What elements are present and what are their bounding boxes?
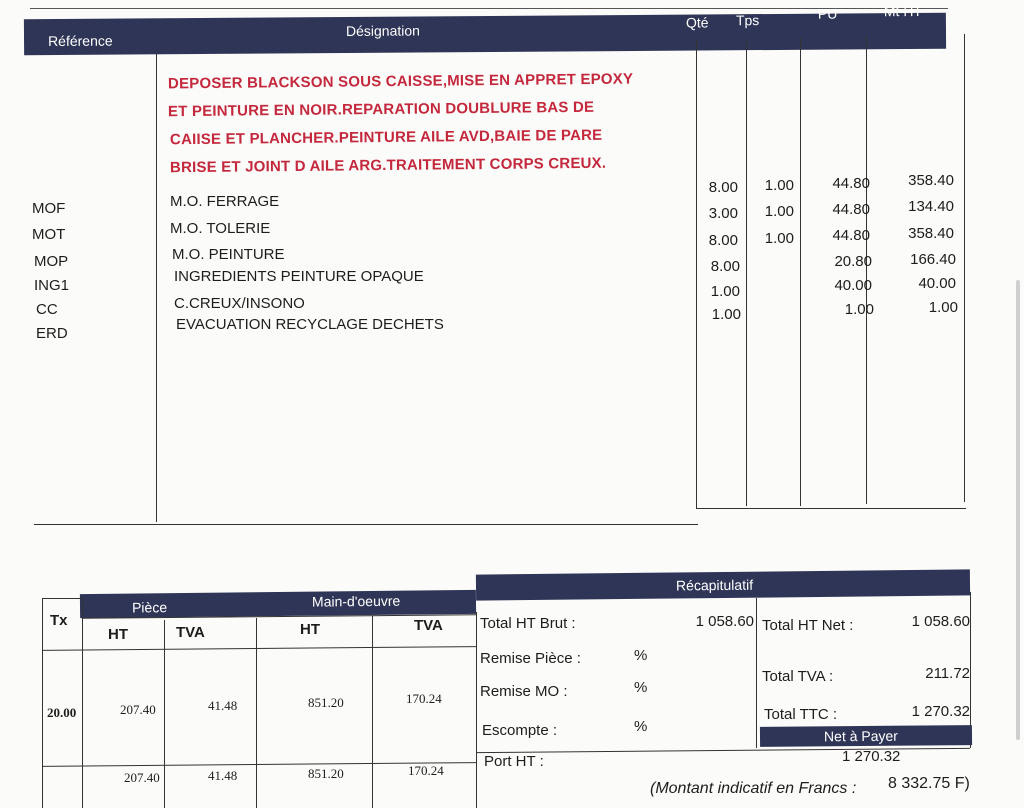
row-designation: M.O. PEINTURE (172, 246, 285, 263)
row-mt-ht: 134.40 (908, 198, 954, 215)
recap-title: Récapitulatif (675, 576, 754, 594)
col-line-1 (156, 52, 157, 522)
mo-tva-value: 170.24 (406, 691, 442, 706)
total-ht-net-label: Total HT Net : (762, 617, 854, 634)
remise-mo-label: Remise MO : (480, 683, 568, 700)
tax-col-3 (256, 618, 257, 808)
row-designation: INGREDIENTS PEINTURE OPAQUE (174, 268, 424, 285)
row-ref: ING1 (34, 277, 70, 294)
total-piece-tva: 41.48 (208, 768, 238, 783)
piece-tva-label: TVA (176, 624, 205, 641)
scrollbar[interactable] (1016, 280, 1020, 740)
francs-label: (Montant indicatif en Francs : (650, 780, 857, 797)
header-mt-ht: Mt HT (883, 2, 923, 20)
row-ref: CC (36, 301, 58, 318)
row-qte: 3.00 (708, 205, 738, 222)
tax-col-1 (82, 598, 83, 808)
recap-header-bar (476, 569, 970, 600)
header-pu: PU (817, 5, 838, 22)
row-qte: 1.00 (711, 306, 741, 323)
total-ttc-label: Total TTC : (764, 706, 838, 723)
total-tva-value: 211.72 (925, 665, 970, 682)
total-ttc-value: 1 270.32 (911, 703, 970, 720)
tax-row-line-1 (42, 646, 476, 651)
tax-col-4 (372, 616, 373, 808)
description-line-1: DEPOSER BLACKSON SOUS CAISSE,MISE EN APPRET EPOXY (167, 70, 634, 93)
header-designation: Désignation (345, 22, 420, 39)
net-a-payer-bar (760, 725, 972, 747)
items-bottom-line-right (696, 508, 966, 509)
header-tps: Tps (735, 12, 760, 29)
row-designation: EVACUATION RECYCLAGE DECHETS (176, 316, 444, 333)
row-mt-ht: 358.40 (908, 172, 954, 189)
items-bottom-line (34, 524, 698, 525)
row-pu: 44.80 (832, 201, 870, 218)
remise-piece-label: Remise Pièce : (480, 650, 581, 667)
remise-mo-percent: % (634, 679, 648, 696)
row-ref: MOT (32, 226, 66, 243)
total-ht-brut-value: 1 058.60 (695, 613, 754, 630)
piece-tva-value: 41.48 (208, 698, 238, 713)
row-ref: MOF (32, 200, 66, 217)
row-designation: C.CREUX/INSONO (174, 295, 305, 312)
piece-label: Pièce (131, 599, 168, 616)
row-mt-ht: 166.40 (910, 251, 956, 268)
col-line-2 (696, 40, 697, 508)
row-pu: 44.80 (832, 227, 870, 244)
col-line-4 (800, 38, 801, 506)
mo-ht-label: HT (300, 621, 320, 638)
row-pu: 20.80 (834, 253, 872, 270)
items-header-bar (24, 2, 946, 55)
escompte-percent: % (634, 718, 648, 735)
description-line-4: BRISE ET JOINT D AILE ARG.TRAITEMENT CORPS CREUX. (169, 154, 607, 177)
total-piece-ht: 207.40 (124, 770, 160, 785)
row-pu: 1.00 (844, 301, 874, 318)
row-qte: 8.00 (708, 179, 738, 196)
row-qte: 8.00 (708, 232, 738, 249)
total-mo-ht: 851.20 (308, 766, 344, 781)
row-tps: 1.00 (764, 203, 794, 220)
row-tps: 1.00 (764, 177, 794, 194)
remise-piece-percent: % (634, 647, 648, 664)
row-mt-ht: 1.00 (928, 299, 958, 316)
row-designation: M.O. TOLERIE (170, 220, 271, 237)
row-ref: MOP (34, 253, 69, 270)
mo-ht-value: 851.20 (308, 695, 344, 710)
row-qte: 1.00 (710, 283, 740, 300)
tx-top (42, 598, 82, 599)
recap-divider (756, 598, 757, 748)
total-ht-net-value: 1 058.60 (911, 613, 970, 630)
description-line-2: ET PEINTURE EN NOIR.REPARATION DOUBLURE BAS DE (167, 98, 595, 121)
col-line-3 (746, 40, 747, 506)
net-a-payer-value: 1 270.32 (842, 748, 901, 765)
header-reference: Référence (47, 32, 113, 50)
row-tps: 1.00 (764, 230, 794, 247)
escompte-label: Escompte : (482, 722, 558, 739)
total-mo-tva: 170.24 (408, 763, 444, 778)
net-a-payer-label: Net à Payer (823, 727, 899, 745)
tx-label: Tx (50, 612, 68, 629)
col-line-5 (866, 36, 867, 504)
row-mt-ht: 358.40 (908, 225, 954, 242)
row-mt-ht: 40.00 (918, 275, 956, 292)
piece-ht-label: HT (108, 626, 128, 643)
piece-ht-value: 207.40 (120, 702, 156, 717)
francs-value: 8 332.75 F) (888, 775, 970, 792)
row-ref: ERD (36, 325, 68, 342)
mo-tva-label: TVA (414, 617, 443, 634)
total-tva-label: Total TVA : (762, 668, 834, 685)
col-line-6 (964, 34, 965, 502)
row-pu: 44.80 (832, 175, 870, 192)
tax-col-5 (476, 612, 477, 808)
description-line-3: CAIISE ET PLANCHER.PEINTURE AILE AVD,BAIE DE PARE (169, 126, 603, 149)
mo-label: Main-d'oeuvre (311, 592, 401, 610)
total-ht-brut-label: Total HT Brut : (480, 615, 576, 632)
port-ht-label: Port HT : (484, 753, 544, 770)
row-pu: 40.00 (834, 277, 872, 294)
tax-col-0 (42, 598, 43, 808)
row-designation: M.O. FERRAGE (170, 193, 280, 210)
header-qte: Qté (685, 14, 709, 31)
top-border (30, 8, 948, 9)
row-qte: 8.00 (710, 258, 740, 275)
tax-rate: 20.00 (47, 705, 77, 720)
